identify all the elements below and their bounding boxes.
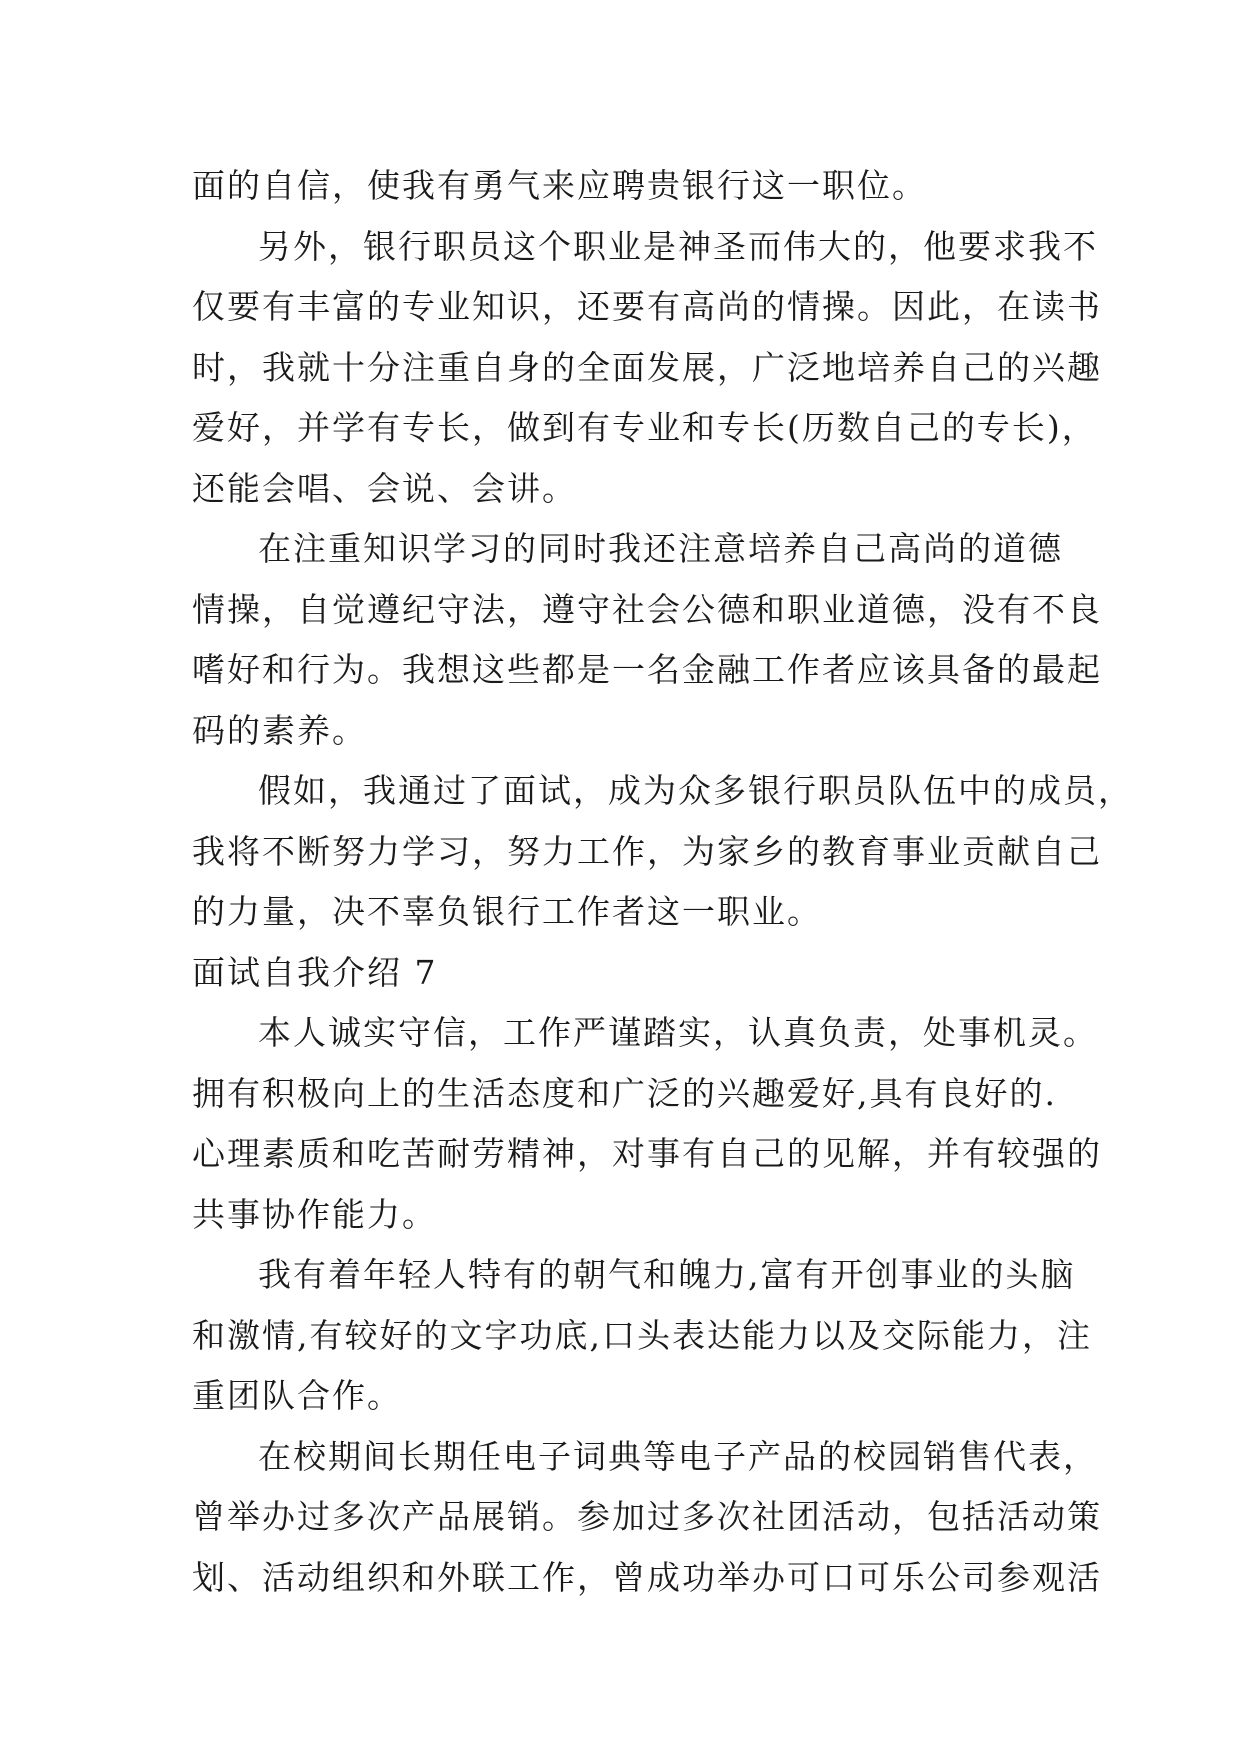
text-line: 我将不断努力学习，努力工作，为家乡的教育事业贡献自己 <box>192 831 1102 871</box>
text-line: 拥有积极向上的生活态度和广泛的兴趣爱好,具有良好的. <box>192 1073 1057 1113</box>
text-line: 共事协作能力。 <box>192 1194 437 1234</box>
document-body <box>192 156 1133 1608</box>
text-line: 爱好，并学有专长，做到有专业和专长(历数自己的专长)， <box>192 408 1097 447</box>
text-line: 心理素质和吃苦耐劳精神，对事有自己的见解，并有较强的 <box>192 1134 1102 1173</box>
text-line: 还能会唱、会说、会讲。 <box>192 468 577 508</box>
text-line: 在校期间长期任电子词典等电子产品的校园销售代表， <box>258 1436 1098 1476</box>
text-line: 本人诚实守信，工作严谨踏实，认真负责，处事机灵。 <box>258 1013 1098 1052</box>
text-line: 面的自信，使我有勇气来应聘贵银行这一职位。 <box>192 166 927 205</box>
text-line: 码的素养。 <box>192 710 367 750</box>
text-line: 在注重知识学习的同时我还注意培养自己高尚的道德 <box>258 529 1063 568</box>
text-line: 和激情,有较好的文字功底,口头表达能力以及交际能力，注 <box>192 1315 1092 1355</box>
text-line: 时，我就十分注重自身的全面发展，广泛地培养自己的兴趣 <box>192 347 1102 387</box>
text-line: 情操，自觉遵纪守法，遵守社会公德和职业道德，没有不良 <box>192 589 1102 629</box>
text-line: 嗜好和行为。我想这些都是一名金融工作者应该具备的最起 <box>192 650 1102 689</box>
text-line: 另外，银行职员这个职业是神圣而伟大的，他要求我不 <box>258 226 1098 266</box>
text-line: 我有着年轻人特有的朝气和魄力,富有开创事业的头脑 <box>258 1255 1076 1294</box>
section-heading: 面试自我介绍 7 <box>192 952 438 992</box>
text-line: 划、活动组织和外联工作，曾成功举办可口可乐公司参观活 <box>192 1557 1102 1597</box>
text-line: 仅要有丰富的专业知识，还要有高尚的情操。因此，在读书 <box>192 287 1102 326</box>
text-line: 假如，我通过了面试，成为众多银行职员队伍中的成员， <box>258 771 1133 810</box>
text-line: 的力量，决不辜负银行工作者这一职业。 <box>192 892 822 931</box>
text-line: 重团队合作。 <box>192 1376 402 1415</box>
text-line: 曾举办过多次产品展销。参加过多次社团活动，包括活动策 <box>192 1497 1102 1536</box>
